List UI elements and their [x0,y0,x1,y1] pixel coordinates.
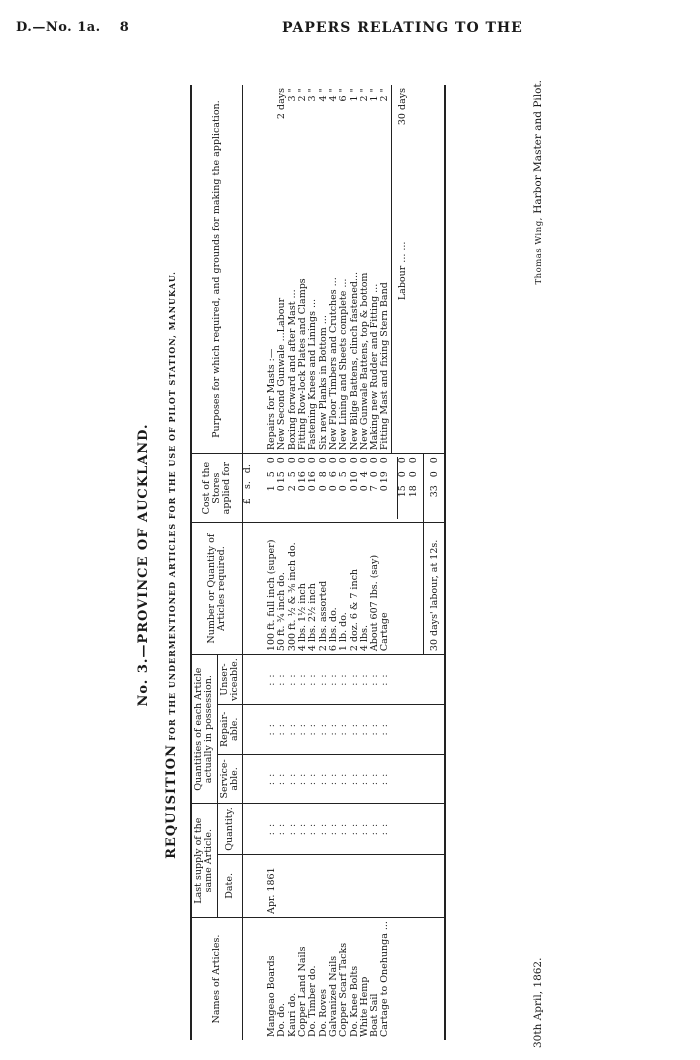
qty-repairable: : : [360,705,370,754]
table-row [350,85,360,1040]
empty-cell [423,655,445,705]
rotated-page-body [130,70,570,1060]
qty-unserviceable: : : [277,655,287,705]
money-pence: 0 [407,457,419,464]
qty-serviceable: : : [380,754,391,804]
purpose-text: New Floor Timbers and Crutches ... [327,277,339,451]
empty-cell [423,918,445,1040]
supply-quantity: : : [257,804,277,855]
qty-serviceable: : : [257,754,277,804]
col-last-supply: Last supply of the same Article. [191,804,217,918]
money-shillings: 10 [348,471,360,484]
supply-quantity: : : [277,804,287,855]
quantity-required: 4 lbs. [360,523,370,655]
purpose-days: 1 " [348,88,360,102]
article-name: Boat Sail [370,918,380,1040]
article-name: Copper Scarf Tacks [339,918,349,1040]
col-cost: Cost of the Stores applied for [191,454,243,523]
empty-cell [391,754,423,804]
article-name: Galvanized Nails [329,918,339,1040]
quantity-required: 2 lbs. assorted [319,523,329,655]
col-quantity: Quantity. [217,804,243,855]
money-shillings: 8 [317,471,329,478]
qty-unserviceable: : : [360,655,370,705]
table-row [370,85,380,1040]
money-pence: 0 [358,457,370,464]
supply-quantity: : : [288,804,298,855]
article-name: Copper Land Nails [298,918,308,1040]
qty-serviceable: : : [308,754,318,804]
qty-repairable: : : [319,705,329,754]
document-subtitle [164,70,179,1060]
purpose-days: 4 " [327,88,339,102]
supply-date [339,854,349,917]
subtotal-line [409,457,419,519]
qty-serviceable: : : [329,754,339,804]
money-pence: 0 [397,457,409,464]
qty-unserviceable: : : [339,655,349,705]
purpose-text: Fitting Row-lock Plates and Clamps [297,278,309,451]
money-shillings: 15 [276,471,288,484]
col-date: Date. [217,854,243,917]
purpose-text: Repairs for Masts :— [266,348,278,451]
supply-date [360,854,370,917]
empty-cell [391,523,423,655]
qty-unserviceable: : : [350,655,360,705]
table-row [380,85,391,1040]
supply-quantity: : : [298,804,308,855]
unit-shillings: s. [242,481,254,490]
page-number: 8 [119,20,130,35]
subtitle-main: REQUISITION [164,744,179,859]
table-row [329,85,339,1040]
subtotal-line [397,457,408,519]
money-pence: 0 [286,457,298,464]
supply-date [277,854,287,917]
table-row [257,85,277,1040]
unit-pence: d. [242,464,254,474]
col-purposes: Purposes for which required, and grounds for making the application. [191,85,243,454]
money-pounds: 0 [379,485,391,492]
row-cost [257,454,277,523]
supply-quantity: : : [350,804,360,855]
labour-summary [391,85,423,454]
qty-unserviceable: : : [319,655,329,705]
purpose-days: 2 days [276,88,288,120]
quantity-required: 300 ft. ½ & ⅜ inch do. [288,523,298,655]
empty-cell [391,854,423,917]
money-shillings: 0 [369,471,381,478]
subtotal-cost [391,454,423,523]
money-pounds: 15 [397,485,409,498]
money-pounds: 0 [297,485,309,492]
article-name: Do. Timber do. [308,918,318,1040]
quantity-required: 4 lbs. 1½ inch [298,523,308,655]
col-number-required: Number or Quantity of Articles required. [191,523,243,655]
supply-date [308,854,318,917]
article-name: Do. do. [277,918,287,1040]
qty-serviceable: : : [360,754,370,804]
money-pounds: 33 [428,485,440,498]
supply-date [319,854,329,917]
supply-quantity: : : [380,804,391,855]
money-pence: 0 [307,457,319,464]
quantity-required: Cartage [380,523,391,655]
article-name: White Hemp [360,918,370,1040]
qty-repairable: : : [277,705,287,754]
supply-quantity: : : [308,804,318,855]
money-pence: 0 [369,457,381,464]
qty-serviceable: : : [298,754,308,804]
money-shillings: 5 [338,471,350,478]
document-title: No. 3.—PROVINCE OF AUCKLAND. [136,423,151,707]
money-pounds: 0 [276,485,288,492]
quantity-required: About 607 lbs. (say) [370,523,380,655]
supply-quantity: : : [319,804,329,855]
quantity-required: 2 doz. 6 & 7 inch [350,523,360,655]
signature-name: Thomas Wing, [534,217,544,285]
qty-serviceable: : : [319,754,329,804]
qty-serviceable: : : [370,754,380,804]
doc-ref: D.—No. 1a. [16,20,101,35]
quantity-required: 1 lb. do. [339,523,349,655]
quantity-required: 50 ft. ¾ inch do. [277,523,287,655]
purpose-text: New Lining and Sheets complete ... [338,278,350,451]
money-shillings: 0 [428,471,440,478]
quantity-required: 4 lbs. 2½ inch [308,523,318,655]
qty-unserviceable: : : [308,655,318,705]
money-units [243,454,258,523]
total-cost [423,454,445,523]
table-row [339,85,349,1040]
money-pounds: 0 [307,485,319,492]
money-shillings: 16 [307,471,319,484]
supply-quantity: : : [329,804,339,855]
col-unserviceable: Unser-viceable. [217,655,243,705]
qty-unserviceable: : : [288,655,298,705]
qty-repairable: : : [350,705,360,754]
supply-quantity: : : [339,804,349,855]
money-pounds: 0 [327,485,339,492]
money-pence: 0 [379,457,391,464]
empty-cell [391,655,423,705]
total-row [423,85,445,1040]
table-body [243,85,445,1040]
money-pounds: 0 [358,485,370,492]
supply-date [370,854,380,917]
col-repairable: Repair-able. [217,705,243,754]
purpose-days: 2 " [358,88,370,102]
empty-cell [391,918,423,1040]
empty-cell [423,85,445,454]
labour-label: Labour ... ... [396,241,408,301]
purpose-days: 2 " [379,88,391,102]
qty-repairable: : : [308,705,318,754]
purpose-days: 3 " [286,88,298,102]
supply-date [288,854,298,917]
money-pounds: 0 [348,485,360,492]
qty-repairable: : : [298,705,308,754]
empty-cell [391,804,423,855]
qty-repairable: : : [288,705,298,754]
money-shillings: 5 [266,471,278,478]
purpose-text: New Gunwale Battens, top & bottom [358,272,370,451]
col-names: Names of Articles. [191,918,243,1040]
article-name: Do. Roves [319,918,329,1040]
money-shillings: 4 [358,471,370,478]
supply-date [298,854,308,917]
table-row [319,85,329,1040]
quantity-required: 100 ft. full inch (super) [257,523,277,655]
qty-serviceable: : : [350,754,360,804]
purpose-days: 6 " [338,88,350,102]
money-pounds: 1 [266,485,278,492]
subtotal-row [391,85,423,1040]
money-shillings: 16 [297,471,309,484]
purpose-text: New Second Gunwale ...Labour [276,297,288,451]
purpose-days: 4 " [317,88,329,102]
empty-cell [423,854,445,917]
table-row [308,85,318,1040]
article-name: Cartage to Onehunga ... [380,918,391,1040]
empty-cell [423,754,445,804]
supply-quantity: : : [360,804,370,855]
footer-date: 30th April, 1862. [532,957,544,1048]
money-pounds: 0 [317,485,329,492]
money-pence: 0 [266,457,278,464]
subtitle-rest: FOR THE UNDERMENTIONED ARTICLES FOR THE USE OF PILOT STATION, MANUKAU. [167,271,177,741]
money-shillings: 6 [327,471,339,478]
qty-repairable: : : [380,705,391,754]
labour-days: 30 days [396,88,408,126]
qty-repairable: : : [329,705,339,754]
money-pence: 0 [317,457,329,464]
row-cost [380,454,391,523]
purpose-text: New Bilge Battens, clinch fastened... [348,272,360,451]
qty-repairable: : : [257,705,277,754]
footer-signature [532,80,544,285]
article-name: Kauri do. [288,918,298,1040]
supply-date [329,854,339,917]
purpose [257,85,277,454]
supply-date [380,854,391,917]
money-pounds: 2 [286,485,298,492]
purpose-text: Fitting Mast and fixing Stern Band [379,282,391,451]
qty-serviceable: : : [277,754,287,804]
qty-serviceable: : : [339,754,349,804]
money-pounds: 7 [369,485,381,492]
empty-cell [391,705,423,754]
requisition-table [190,85,446,1040]
table-row [288,85,298,1040]
money-pounds: 18 [407,485,419,498]
running-header [16,20,684,44]
qty-unserviceable: : : [370,655,380,705]
qty-unserviceable: : : [257,655,277,705]
col-in-possession: Quantities of each Article actually in possession. [191,655,217,804]
qty-serviceable: : : [288,754,298,804]
purpose-text: Six new Planks in Bottom ... [317,315,329,451]
money-shillings: 0 [397,471,409,478]
doc-reference [16,20,129,35]
total-labour: 30 days' labour, at 12s. [423,523,445,655]
purpose-days: 2 " [297,88,309,102]
purpose-days: 3 " [307,88,319,102]
qty-repairable: : : [339,705,349,754]
supply-date [350,854,360,917]
money-pence: 0 [276,457,288,464]
qty-unserviceable: : : [329,655,339,705]
qty-unserviceable: : : [298,655,308,705]
article-name: Mangeao Boards [257,918,277,1040]
purpose-text: Making new Rudder and Fitting ... [369,283,381,451]
purpose-text: Fastening Knees and Linings ... [307,298,319,451]
col-serviceable: Service-able. [217,754,243,804]
empty-cell [423,804,445,855]
supply-quantity: : : [370,804,380,855]
money-pence: 0 [428,457,440,464]
signature-role: Harbor Master and Pilot. [532,80,544,214]
money-units-row [243,85,258,1040]
table-row [298,85,308,1040]
qty-unserviceable: : : [380,655,391,705]
money-shillings: 5 [286,471,298,478]
purpose [380,85,391,454]
purpose-text: Boxing forward and after Mast ... [286,289,298,451]
money-shillings: 0 [407,471,419,478]
money-pence: 0 [327,457,339,464]
money-pence: 0 [348,457,360,464]
supply-date: Apr. 1861 [257,854,277,917]
money-pence: 0 [338,457,350,464]
qty-repairable: : : [370,705,380,754]
purpose-days: 1 " [369,88,381,102]
empty-cell [423,705,445,754]
money-shillings: 19 [379,471,391,484]
money-pounds: 0 [338,485,350,492]
unit-pounds: £ [242,498,254,505]
quantity-required: 6 lbs. do. [329,523,339,655]
running-title: PAPERS RELATING TO THE [282,20,523,36]
money-pence: 0 [297,457,309,464]
article-name: Do. Knee Bolts [350,918,360,1040]
